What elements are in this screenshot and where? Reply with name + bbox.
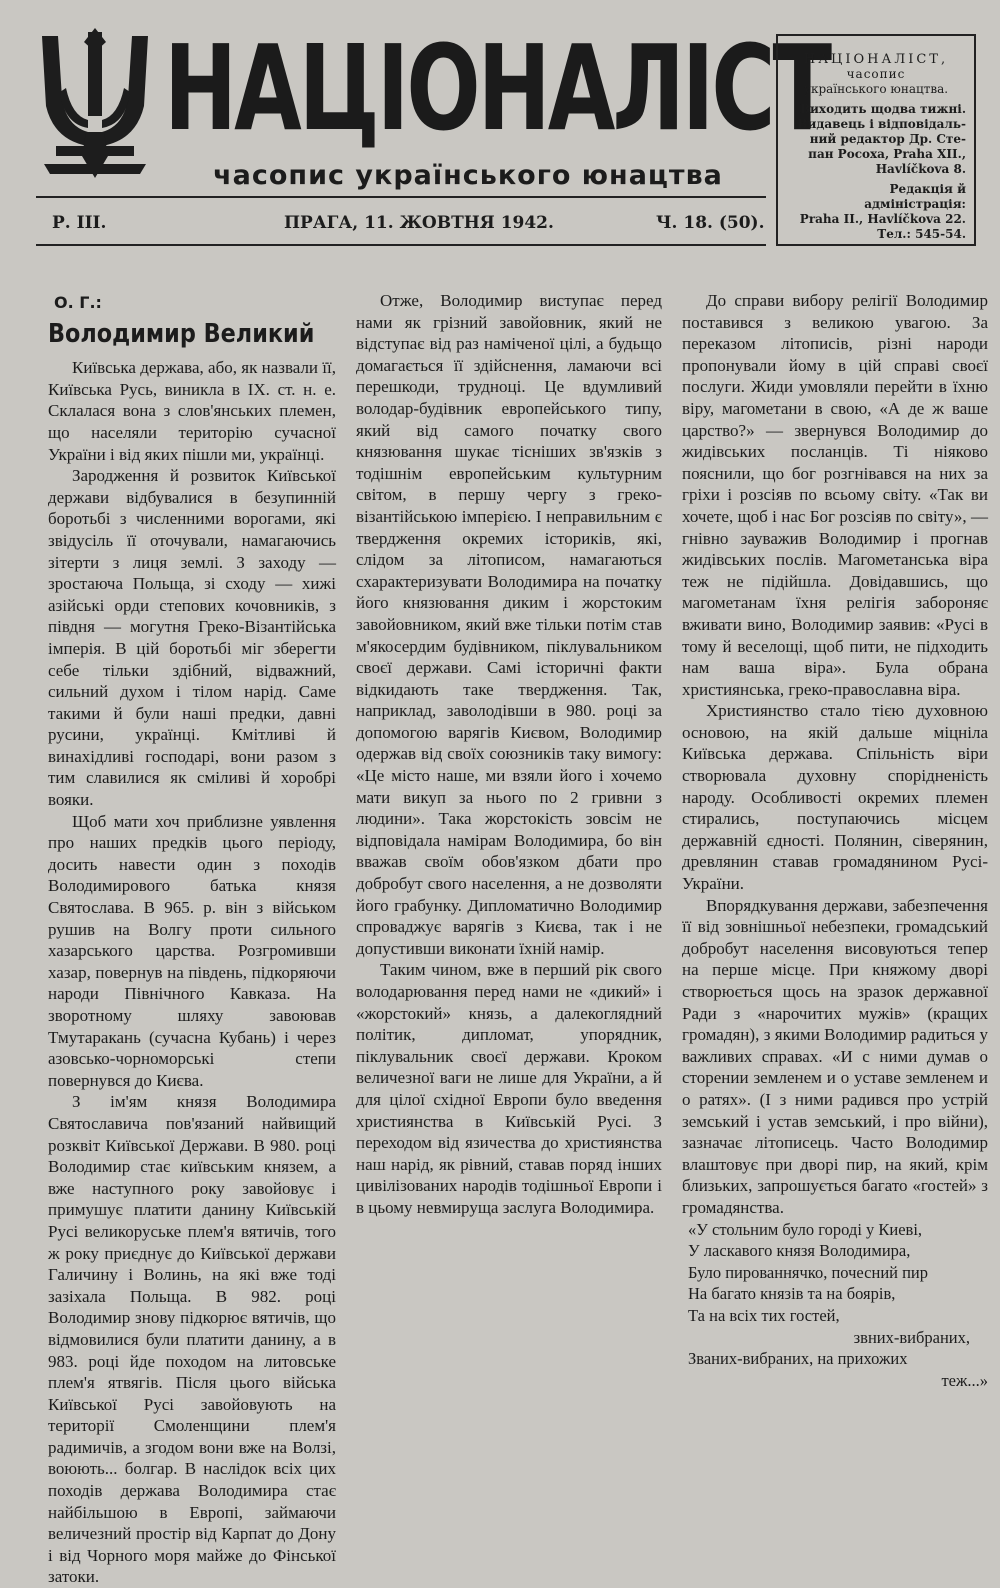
infobox-subtitle: українського юнацтва. [803, 82, 949, 96]
infobox-subtitle: часопис [846, 67, 906, 81]
place-date: ПРАГА, 11. ЖОВТНЯ 1942. [284, 213, 554, 233]
infobox-line: ний редактор Др. Сте- [809, 132, 966, 146]
infobox-line: пан Росоха, Praha XII., [808, 147, 966, 161]
trident-icon [36, 28, 154, 188]
publisher-info-box [776, 34, 976, 246]
infobox-line: Тел.: 545-54. [877, 227, 966, 241]
article-column-2 [356, 290, 662, 1219]
infobox-line: Praha II., Havlíčkova 22. [799, 212, 966, 226]
infobox-line: Виходить щодва тижні. [799, 102, 966, 116]
paragraph: Християнство стало тією духовною основою, на якій дальше міцніла Київська держава. Спільність віри створювала духовну споріднeність народу. Особливості окремих племен стирались, поступаючись місцем державній єдності. Полянин, сіверянин, древлянин ставав громадянином Русі-України. [682, 701, 988, 894]
issue-number: Ч. 18. (50). [656, 213, 765, 233]
masthead [36, 19, 830, 207]
poem-quote [682, 1219, 988, 1392]
poem-line: теж...» [941, 1370, 988, 1390]
paragraph: Отже, Володимир виступає перед нами як грізний завойовник, який не відступає від раз наміченої цілі, а будьщо домагається її здійснення, ламаючи всі перешкоди, трудноці. Це вдумливий володар-будівник европейського типу, який від самого початку свого князювання шукає тісніших зв'язків з тодішнім европейським культурним світом, в першу чергу з греко-візантійською імперією. І неправильним є твердження окремих істориків, які, слідом за літописом, намагаються схарактеризувати Володимира на початку його князювання диким і жорстоким завойовником, який вже тільки потім став м'якосердим будівником, піклувальником своєї держави. Самі історичні факти відкидають таке твердження. Так, наприклад, заволодівши в 980. році за допомогою варягів Києвом, Володимир одержав від своїх союзників таку вимогу: «Це місто наше, ми взяли його і хочемо мати викуп за нього по 2 гривни з людини». Така жорстокість зовсім не відповідала намірам Володимира, бо він вважав своїм обов'язком дбати про добробут свого населення, а не дозволяти його грабунку. Дипломатично Володимир спроваджує варягів з Києва, так і не допустивши виконати їхній намір. [356, 291, 662, 958]
poem-line: На багато князів та на боярів, [688, 1284, 896, 1304]
infobox-title: НАЦІОНАЛІСТ, [803, 52, 949, 67]
masthead-subtitle: часопис українського юнацтва [213, 160, 723, 191]
dateline [52, 213, 764, 241]
masthead-title: НАЦІОНАЛІСТ [164, 19, 830, 157]
poem-line: «У стольним було городі у Киеві, [688, 1219, 923, 1239]
year-label: Р. III. [52, 213, 107, 233]
poem-line: Званих-вибраних, на прихожих [688, 1349, 908, 1369]
infobox-line: Havlíčkova 8. [875, 162, 966, 176]
divider [36, 244, 766, 246]
paragraph: До справи вибору релігії Володимир поставився з великою увагою. За переказом літописів, різні народи пропонували йому в цій справі своєї послуги. Жиди умовляли перейти в їхню віру, магометани в свою, «А де ж ваше царство?» — звернувся Володимир до жидівських посланців. Ті ніяково пояснили, що бог розгнівався на них за гріхи і розсіяв по всьому світу. «Так ви хочете, щоб і нас Бог розсіяв по світу», — гнівно зауважив Володимир і прогнав жидівських послів. Магометанська віра теж не підійшла. Довідавшись, що магометанам їхня релігія забороняє вживати вино, Володимир заявив: «Русі в тому й веселощі, щоб пити, не підходить нам ваша віра». Була обрана християнська, греко-православна віра. [682, 291, 988, 699]
infobox-line: Редакція й адміністрація: [864, 182, 966, 211]
paragraph: Зародження й розвиток Київської держави відбувалися в безупинній боротьбі з численними ворогами, які звідусіль її оточували, намагаючись зітерти з лиця землі. З заходу — зростаюча Польща, зі сходу — хижі азійські орди степових кочовників, з півдня — могутня Греко-Візантійська імперія. В цій боротьбі міг зберегти себе тільки здібний, відважний, сильний духом і тілом нарід. Саме такими й були наші предки, давні русини, українці. Кмітливі й винахідливі господарі, вони разом з тим славилися як сміливі й хоробрі вояки. [48, 466, 336, 810]
article-author: О. Г.: [54, 293, 102, 312]
paragraph: Київська держава, або, як назвали її, Київська Русь, виникла в IX. ст. н. е. Склалася вона з слов'янських племен, що населяли територію сучасної України і від яких пішли ми, українці. [48, 358, 336, 464]
divider [36, 196, 766, 198]
paragraph: Щоб мати хоч приблизне уявлення про наших предків цього періоду, досить навести один з походів Володимирового батька князя Святослава. В 965. р. він з військом рушив на Волгу проти сильного хазарського царства. Розгромивши хазар, повернув на південь, підкоряючи народи Північного Кавказа. На зворотному шляху завоював Тмутаракань (сучасна Кубань) і через азовсько-чорноморські степи повернувся до Києва. [48, 811, 336, 1090]
poem-line: Та на всіх тих гостей, [688, 1305, 840, 1325]
article-column-1 [48, 290, 336, 1588]
paragraph: Впорядкування держави, забезпечення її від зовнішньої небезпеки, громадський добробут населення висовуються тепер на перше місце. При княжому дворі створюється щось на зразок державної Ради з «нарочитих мужів» (кращих громадян), з якими Володимир радиться у важливих справах. «И с ними думав о сторении земленем и о уставе земленем и о ратях». (І з ними радився про устрій земський і устав земський, і про війни), зазначає літописець. Часто Володимир влаштовує при дворі пир, на який, крім близьких, запрошується багато «гостей» з громадянства. [682, 895, 988, 1217]
poem-line: Було пированнячко, почесний пир [688, 1262, 929, 1282]
article-headline: Володимир Великий [48, 318, 315, 349]
article-column-3 [682, 290, 988, 1391]
poem-line: У ласкавого князя Володимира, [688, 1241, 911, 1261]
infobox-line: Видавець і відповідаль- [797, 117, 966, 131]
paragraph: З ім'ям князя Володимира Святославича пов'язаний найвищий розквіт Київської Держави. В 980. році Володимир стає київським князем, а вже наступного року завойовує і примушує платити данину Київській Русі великоруське плем'я вятичів, того ж року приєднує до Київської держави Галичину і Волинь, на які вже тоді зазіхала Польща. В 982. році Володимир знову підкорює вятичів, що відмовилися були платити данину, а в 983. році йде походом на литовське плем'я ятвягів. Після цього військa Київської Русі завойовують на території Смоленщини плем'я радимичів, а згодом вони вже на Волзі, воюють... болгар. В наслідок всіх цих походів держава Володимира стає найбільшою в Европі, займаючи величезний простір від Карпат до Дону і від Чорного моря майже до Фінської затоки. [48, 1092, 336, 1587]
paragraph: Таким чином, вже в перший рік свого володарювання перед нами не «дикий» і «жорстокий» князь, а далекоглядний політик, дипломат, упорядник, піклувальник своєї держави. Кроком величезної ваги не лише для України, а й для цілої східної Европи було введення християнства в Київській Русі. З переходом від язичества до християнства наш нарід, як рівний, ставав поряд інших цивілізованих народів тодішньої Европи і в цьому невмируща заслуга Володимира. [356, 960, 662, 1217]
poem-line: звних-вибраних, [853, 1327, 970, 1347]
